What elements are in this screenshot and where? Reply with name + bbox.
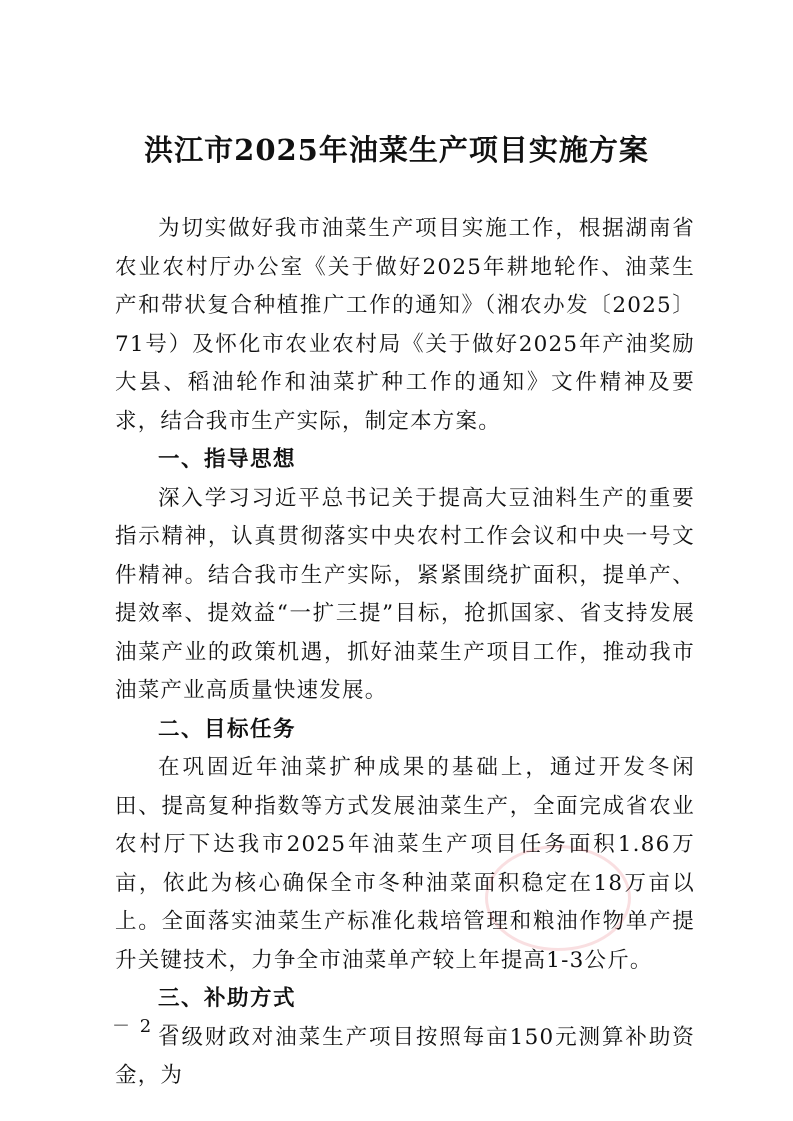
page-number: － 2 － — [112, 1016, 181, 1037]
section-heading-subsidy-method: 三、补助方式 — [158, 986, 297, 1011]
section-heading-guiding-ideology: 一、指导思想 — [158, 447, 297, 472]
intro-paragraph: 为切实做好我市油菜生产项目实施工作，根据湖南省农业农村厅办公室《关于做好2025年耕地轮作、油菜生产和带状复合种植推广工作的通知》（湘农办发〔2025〕71号）及怀化市农业农村局《关于做好2025年产油奖励大县、稻油轮作和油菜扩种工作的通知》文件精神及要求，结合我市生产实际，制定本方案。 — [115, 216, 695, 434]
document-title: 洪江市2025年油菜生产项目实施方案 — [144, 133, 649, 167]
section-paragraph-guiding-ideology: 深入学习习近平总书记关于提高大豆油料生产的重要指示精神，认真贯彻落实中央农村工作会议和中央一号文件精神。结合我市生产实际，紧紧围绕扩面积，提单产、提效率、提效益“一扩三提”目标，抢抓国家、省支持发展油菜产业的政策机遇，抓好油菜生产项目工作，推动我市油菜产业高质量快速发展。 — [115, 485, 695, 703]
section-paragraph-subsidy-method: 省级财政对油菜生产项目按照每亩150元测算补助资金，为 — [115, 1024, 695, 1088]
section-paragraph-target-tasks: 在巩固近年油菜扩种成果的基础上，通过开发冬闲田、提高复种指数等方式发展油菜生产，全面完成省农业农村厅下达我市2025年油菜生产项目任务面积1.86万亩，依此为核心确保全市冬种油菜面积稳定在18万亩以上。全面落实油菜生产标准化栽培管理和粮油作物单产提升关键技术，力争全市油菜单产较上年提高1-3公斤。 — [115, 755, 695, 973]
document-body — [115, 210, 695, 1096]
section-heading-target-tasks: 二、目标任务 — [158, 716, 297, 742]
